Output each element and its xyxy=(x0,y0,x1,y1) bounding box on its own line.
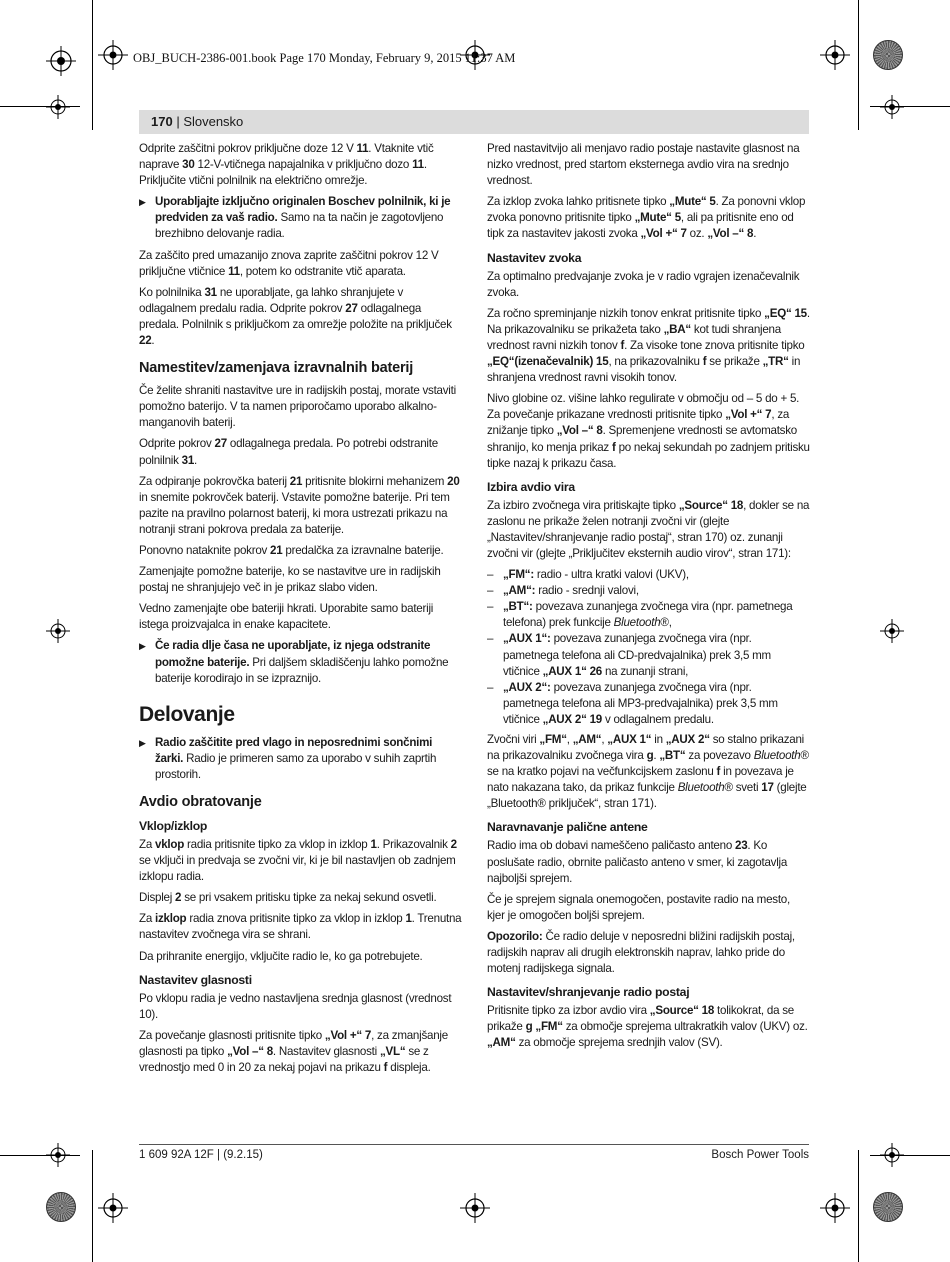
paragraph: Nivo globine oz. višine lahko regulirate v območju od – 5 do + 5. Za povečanje prikazane vrednosti pritisnite tipko „Vol +“ 7, za znižanje tipko „Vol –“ 8. Spremenjene vrednosti se avtomatsko shranijo, ko menja prikaz f po nekaj sekundah po zadnjem pritisku tipke nazaj k prikazu časa. xyxy=(487,392,810,470)
file-header: OBJ_BUCH-2386-001.book Page 170 Monday, February 9, 2015 11:37 AM xyxy=(133,51,516,65)
paragraph: Vedno zamenjajte obe bateriji hkrati. Uporabite samo bateriji istega proizvajalca in enake kapacitete. xyxy=(139,602,434,632)
subsection-heading: Naravnavanje palične antene xyxy=(487,820,648,835)
paragraph: Za izklop radia znova pritisnite tipko za vklop in izklop 1. Trenutna nastavitev zvočnega vira se shrani. xyxy=(139,912,462,942)
paragraph: Za izklop zvoka lahko pritisnete tipko „Mute“ 5. Za ponovni vklop zvoka ponovno pritisnite tipko „Mute“ 5, ali pa pritisnite eno od tipk za nastavitev jakosti zvoka „Vol +“ 7 oz. „Vol –“ 8. xyxy=(487,195,806,241)
crop-line-left-vertical-bottom xyxy=(92,1150,93,1262)
crop-line-left-vertical xyxy=(92,0,93,130)
registration-mark-icon xyxy=(98,1193,128,1223)
subsection-heading: Nastavitev zvoka xyxy=(487,250,582,265)
paragraph: Za vklop radia pritisnite tipko za vklop in izklop 1. Prikazovalnik 2 se vključi in predvaja se zvočni vir, ki je bil nastavljen ob zadnjem izklopu radia. xyxy=(139,838,457,884)
color-bar-disc-icon xyxy=(873,40,903,70)
subsection-heading: Nastavitev glasnosti xyxy=(139,972,252,987)
paragraph: Če želite shraniti nastavitve ure in radijskih postaj, morate vstaviti pomožno baterijo. V ta namen priporočamo uporabo alkalno-manganovih baterij. xyxy=(139,384,456,430)
warning-bullet: ▶ Uporabljajte izključno originalen Boschev polnilnik, ki je predviden za vaš radio. Samo na ta način je zagotovljeno brezhibno delovanje radia. xyxy=(139,194,462,242)
color-bar-disc-icon xyxy=(46,1192,76,1222)
paragraph: Za zaščito pred umazanijo znova zaprite zaščitni pokrov 12 V priključne vtičnice 11, potem ko odstranite vtič aparata. xyxy=(139,248,439,278)
paragraph: Za povečanje glasnosti pritisnite tipko „Vol +“ 7, za zmanjšanje glasnosti pa tipko „Vol –“ 8. Nastavitev glasnosti „VL“ se z vrednostjo med 0 in 20 za nekaj pojavi na prikazu f displeja. xyxy=(139,1028,448,1075)
footer-rule xyxy=(139,1144,809,1145)
color-bar-disc-icon xyxy=(873,1192,903,1222)
subsection-heading: Vklop/izklop xyxy=(139,819,208,833)
source-list xyxy=(487,567,810,728)
registration-mark-icon xyxy=(46,95,70,119)
section-heading: Namestitev/zamenjava izravnalnih baterij xyxy=(139,360,414,377)
subsection-heading: Izbira avdio vira xyxy=(487,479,575,494)
paragraph: Zvočni viri „FM“, „AM“, „AUX 1“ in „AUX 2“ so stalno prikazani na prikazovalniku zvočnega vira g. „BT“ za povezavo Bluetooth® se na kratko pojavi na večfunkcijskem zaslonu f in povezava je nato nakazana tako, da prikaz funkcije Bluetooth® sveti 17 (glejte „Bluetooth® priključek“, stran 171). xyxy=(487,733,809,811)
page-section: Slovensko xyxy=(183,114,244,129)
registration-mark-icon xyxy=(98,40,128,70)
footer-brand: Bosch Power Tools xyxy=(711,1149,809,1161)
paragraph: Opozorilo: Če radio deluje v neposredni bližini radijskih postaj, radijskih naprav ali drugih elektronskih naprav, lahko pride do motenj radijskega signala. xyxy=(487,929,795,976)
paragraph: Za odpiranje pokrovčka baterij 21 pritisnite blokirni mehanizem 20 in snemite pokrovček baterij. Vstavite pomožne baterije. Pri tem pazite na pravilno polarnost baterij, ki mora ustrezati prikazu na notranji strani pokrova predala za baterije. xyxy=(139,474,460,536)
paragraph: Za izbiro zvočnega vira pritiskajte tipko „Source“ 18, dokler se na zaslonu ne prikaže želen notranji zvočni vir (glejte „Nastavitev/shranjevanje radio postaj“, stran 170) oz. zunanji zvočni vir (glejte „Priključitev eksternih audio virov“, stran 171): xyxy=(487,498,810,560)
list-item: – „AM“: radio - srednji valovi, xyxy=(487,583,810,599)
registration-mark-icon xyxy=(820,40,850,70)
paragraph: Za ročno spreminjanje nizkih tonov enkrat pritisnite tipko „EQ“ 15. Na prikazovalniku se prikažeta tako „BA“ kot tudi shranjena vrednost ravni nizkih tonov f. Za visoke tone znova pritisnite tipko „EQ“(izenačevalnik) 15, na prikazovalniku f se prikaže „TR“ in shranjena vrednost ravni visokih tonov. xyxy=(487,306,810,385)
registration-mark-icon xyxy=(820,1193,850,1223)
paragraph: Radio ima ob dobavi nameščeno paličasto anteno 23. Ko poslušate radio, obrnite paličasto anteno v smer, ki zagotavlja najboljši sprejem. xyxy=(487,839,788,885)
page-header-bar: 170 | Slovensko xyxy=(139,110,809,134)
subsection-heading: Nastavitev/shranjevanje radio postaj xyxy=(487,985,690,1000)
chapter-heading: Delovanje xyxy=(139,702,235,726)
page-number: 170 xyxy=(151,114,173,129)
crop-line-right-vertical xyxy=(858,0,859,130)
paragraph: Če je sprejem signala onemogočen, postavite radio na mesto, kjer je omogočen boljši sprejem. xyxy=(487,892,790,922)
paragraph: Ponovno nataknite pokrov 21 predalčka za izravnalne baterije. xyxy=(139,543,444,557)
registration-mark-icon xyxy=(880,619,904,643)
registration-mark-icon xyxy=(880,95,904,119)
section-heading: Avdio obratovanje xyxy=(139,794,262,810)
registration-mark-icon xyxy=(880,1143,904,1167)
warning-bullet: ▶ Če radia dlje časa ne uporabljate, iz njega odstranite pomožne baterije. Pri daljšem skladiščenju lahko pomožne baterije korodirajo in se izpraznijo. xyxy=(139,638,462,686)
crop-line-right-vertical-bottom xyxy=(858,1150,859,1262)
right-column xyxy=(487,141,810,1057)
paragraph: Odprite pokrov 27 odlagalnega predala. Po potrebi odstranite polnilnik 31. xyxy=(139,437,438,467)
list-item: – „AUX 2“: povezava zunanjega zvočnega vira (npr. pametnega telefona ali MP3-predvajalnika) prek 3,5 mm vtičnice „AUX 2“ 19 v odlagalnem predalu. xyxy=(487,680,810,728)
paragraph: Ko polnilnika 31 ne uporabljate, ga lahko shranjujete v odlagalnem predalu radia. Odprite pokrov 27 odlagalnega predala. Polnilnik s priključkom za omrežje položite na priključek 22. xyxy=(139,285,452,348)
paragraph: Zamenjajte pomožne baterije, ko se nastavitve ure in radijskih postaj ne shranjujejo več in je prikaz slabo viden. xyxy=(139,565,441,595)
list-item: – „FM“: radio - ultra kratki valovi (UKV), xyxy=(487,567,810,583)
registration-mark-icon xyxy=(46,619,70,643)
paragraph: Pred nastavitvijo ali menjavo radio postaje nastavite glasnost na nizko vrednost, pred startom eksternega avdio vira na srednjo vrednost. xyxy=(487,142,800,188)
paragraph: Displej 2 se pri vsakem pritisku tipke za nekaj sekund osvetli. xyxy=(139,891,437,905)
paragraph: Po vklopu radia je vedno nastavljena srednja glasnost (vrednost 10). xyxy=(139,991,452,1021)
list-item: – „AUX 1“: povezava zunanjega zvočnega vira (npr. pametnega telefona ali CD-predvajalnika) prek 3,5 mm vtičnice „AUX 1“ 26 na zunanji strani, xyxy=(487,631,810,679)
paragraph: Za optimalno predvajanje zvoka je v radio vgrajen izenačevalnik zvoka. xyxy=(487,269,800,299)
registration-mark-icon xyxy=(46,46,76,76)
warning-bullet: ▶ Radio zaščitite pred vlago in neposrednimi sončnimi žarki. Radio je primeren samo za uporabo v suhih zaprtih prostorih. xyxy=(139,735,462,783)
left-column xyxy=(139,141,462,1081)
paragraph: Odprite zaščitni pokrov priključne doze 12 V 11. Vtaknite vtič naprave 30 12-V-vtičnega napajalnika v priključno dozo 11. Priključite vtični polnilnik na električno omrežje. xyxy=(139,142,434,188)
footer-doc-number: 1 609 92A 12F | (9.2.15) xyxy=(139,1149,263,1161)
paragraph: Pritisnite tipko za izbor avdio vira „Source“ 18 tolikokrat, da se prikaže g „FM“ za območje sprejema ultrakratkih valov (UKV) oz. „AM“ za območje sprejema srednjih valov (SV). xyxy=(487,1004,808,1050)
registration-mark-icon xyxy=(460,1193,490,1223)
list-item: – „BT“: povezava zunanjega zvočnega vira (npr. pametnega telefona) prek funkcije Bluetooth®, xyxy=(487,599,810,631)
registration-mark-icon xyxy=(46,1143,70,1167)
paragraph: Da prihranite energijo, vključite radio le, ko ga potrebujete. xyxy=(139,949,423,963)
